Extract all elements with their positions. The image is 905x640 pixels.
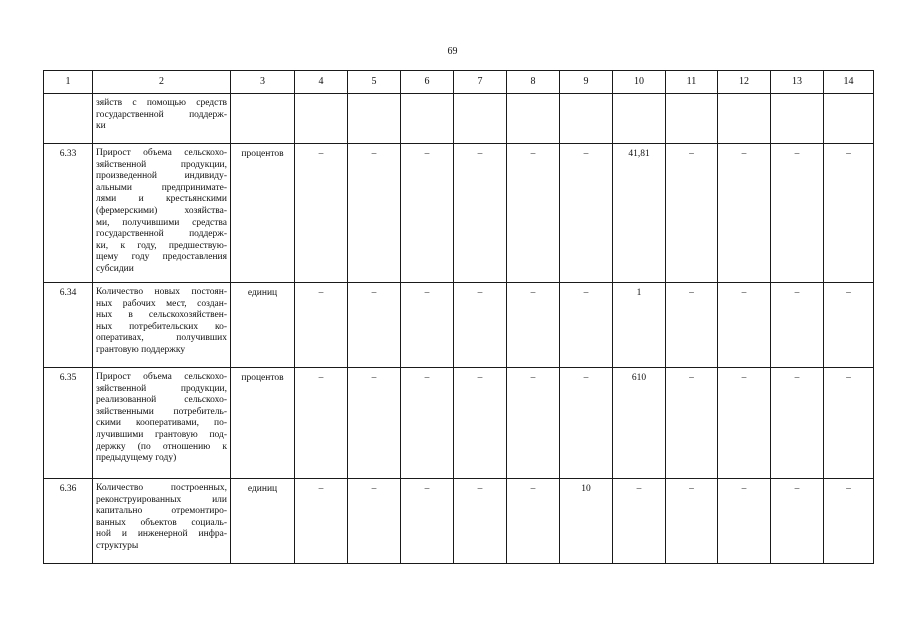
column-header: 1 [44,71,93,94]
indicator-name-line: держку (по отношению к [96,441,227,452]
column-header: 8 [507,71,560,94]
column-header: 14 [824,71,874,94]
indicator-name-line: лями и крестьянскими [96,194,227,205]
value-cell: – [454,144,507,283]
value-cell: – [666,144,718,283]
column-header: 3 [231,71,295,94]
indicator-name-line: зяйств с помощью средств [96,98,227,108]
value-cell: 610 [613,368,666,479]
row-number: 6.33 [44,144,93,283]
value-cell: – [718,479,771,564]
value-cell [824,94,874,144]
value-cell: – [824,144,874,283]
indicator-name-line: щему году предоставления [96,252,227,263]
indicator-name-line: субсидии [96,263,134,274]
value-cell [401,94,454,144]
indicator-name-line: ной и инженерной инфра- [96,529,227,540]
value-cell: – [613,479,666,564]
indicator-name [93,368,231,479]
value-cell: – [295,368,348,479]
indicator-name-line: зяйственными потребитель- [96,406,227,417]
unit-cell: единиц [231,479,295,564]
column-header: 12 [718,71,771,94]
indicators-table [43,70,874,564]
indicator-name-line: оперативах, получивших [96,333,227,344]
value-cell [295,94,348,144]
indicator-name-line: предыдущему году) [96,453,177,464]
value-cell: – [295,144,348,283]
column-header: 2 [93,71,231,94]
value-cell: 1 [613,283,666,368]
table-header [44,71,874,94]
value-cell [666,94,718,144]
value-cell [507,94,560,144]
value-cell: – [824,283,874,368]
unit-cell: процентов [231,144,295,283]
value-cell: – [348,368,401,479]
indicator-name-line: скими кооперативами, по- [96,418,227,429]
value-cell: – [560,368,613,479]
indicator-name-line: Прирост объема сельскохо- [96,372,227,382]
value-cell [454,94,507,144]
value-cell: – [507,368,560,479]
indicator-name [93,479,231,564]
value-cell: – [507,144,560,283]
row-number [44,94,93,144]
indicator-name-line: произведенной индивиду- [96,171,227,182]
column-header: 10 [613,71,666,94]
table-row [44,283,874,368]
indicator-name-line: ных в сельскохозяйствен- [96,310,227,321]
column-header: 6 [401,71,454,94]
value-cell: – [348,283,401,368]
indicator-name-line: зяйственной продукции, [96,159,227,170]
value-cell: – [295,479,348,564]
value-cell: 41,81 [613,144,666,283]
indicator-name-line: альными предпринимате- [96,182,227,193]
indicator-name-line: ми, получившими средства [96,217,227,228]
value-cell: – [507,479,560,564]
row-number: 6.36 [44,479,93,564]
table-row [44,368,874,479]
value-cell [613,94,666,144]
value-cell: – [824,479,874,564]
value-cell: – [771,283,824,368]
column-header: 5 [348,71,401,94]
value-cell: – [401,283,454,368]
unit-cell [231,94,295,144]
value-cell: – [771,479,824,564]
value-cell: – [824,368,874,479]
value-cell: – [348,479,401,564]
column-header: 11 [666,71,718,94]
indicator-name [93,94,231,144]
indicator-name [93,283,231,368]
value-cell: 10 [560,479,613,564]
column-header: 4 [295,71,348,94]
indicator-name [93,144,231,283]
value-cell [771,94,824,144]
indicator-name-line: реализованной сельскохо- [96,395,227,406]
table-row [44,144,874,283]
value-cell: – [718,144,771,283]
value-cell: – [718,368,771,479]
value-cell: – [666,368,718,479]
indicator-name-line: государственной поддерж- [96,229,227,240]
indicator-name-line: ванных объектов социаль- [96,517,227,528]
indicator-name-line: грантовую поддержку [96,344,186,355]
indicator-name-line: (фермерскими) хозяйства- [96,205,227,216]
indicator-name-line: Количество построенных, [96,483,227,493]
value-cell: – [401,479,454,564]
indicator-name-line: лучившими грантовую под- [96,429,227,440]
value-cell: – [666,479,718,564]
value-cell: – [771,368,824,479]
header-row [44,71,874,94]
value-cell: – [560,283,613,368]
indicator-name-line: капитально отремонтиро- [96,506,227,517]
value-cell: – [401,144,454,283]
indicator-name-line: структуры [96,540,139,551]
column-header: 13 [771,71,824,94]
column-header: 9 [560,71,613,94]
indicator-name-line: Количество новых постоян- [96,287,227,297]
value-cell: – [348,144,401,283]
indicator-name-line: ки, к году, предшествую- [96,240,227,251]
value-cell: – [507,283,560,368]
page-number: 69 [447,46,458,57]
value-cell: – [295,283,348,368]
table-row [44,94,874,144]
value-cell: – [718,283,771,368]
value-cell: – [401,368,454,479]
value-cell [348,94,401,144]
column-header: 7 [454,71,507,94]
indicator-name-line: зяйственной продукции, [96,383,227,394]
value-cell: – [454,283,507,368]
indicator-name-line: ных рабочих мест, создан- [96,298,227,309]
indicator-name-line: ки [96,121,106,132]
unit-cell: единиц [231,283,295,368]
indicator-name-line: государственной поддерж- [96,109,227,120]
table-row [44,479,874,564]
row-number: 6.34 [44,283,93,368]
value-cell: – [560,144,613,283]
indicator-name-line: Прирост объема сельскохо- [96,148,227,158]
value-cell [560,94,613,144]
value-cell: – [454,368,507,479]
table-body [44,94,874,564]
row-number: 6.35 [44,368,93,479]
value-cell [718,94,771,144]
indicator-name-line: реконструированных или [96,494,227,505]
value-cell: – [771,144,824,283]
indicator-name-line: ных потребительских ко- [96,321,227,332]
value-cell: – [666,283,718,368]
value-cell: – [454,479,507,564]
unit-cell: процентов [231,368,295,479]
